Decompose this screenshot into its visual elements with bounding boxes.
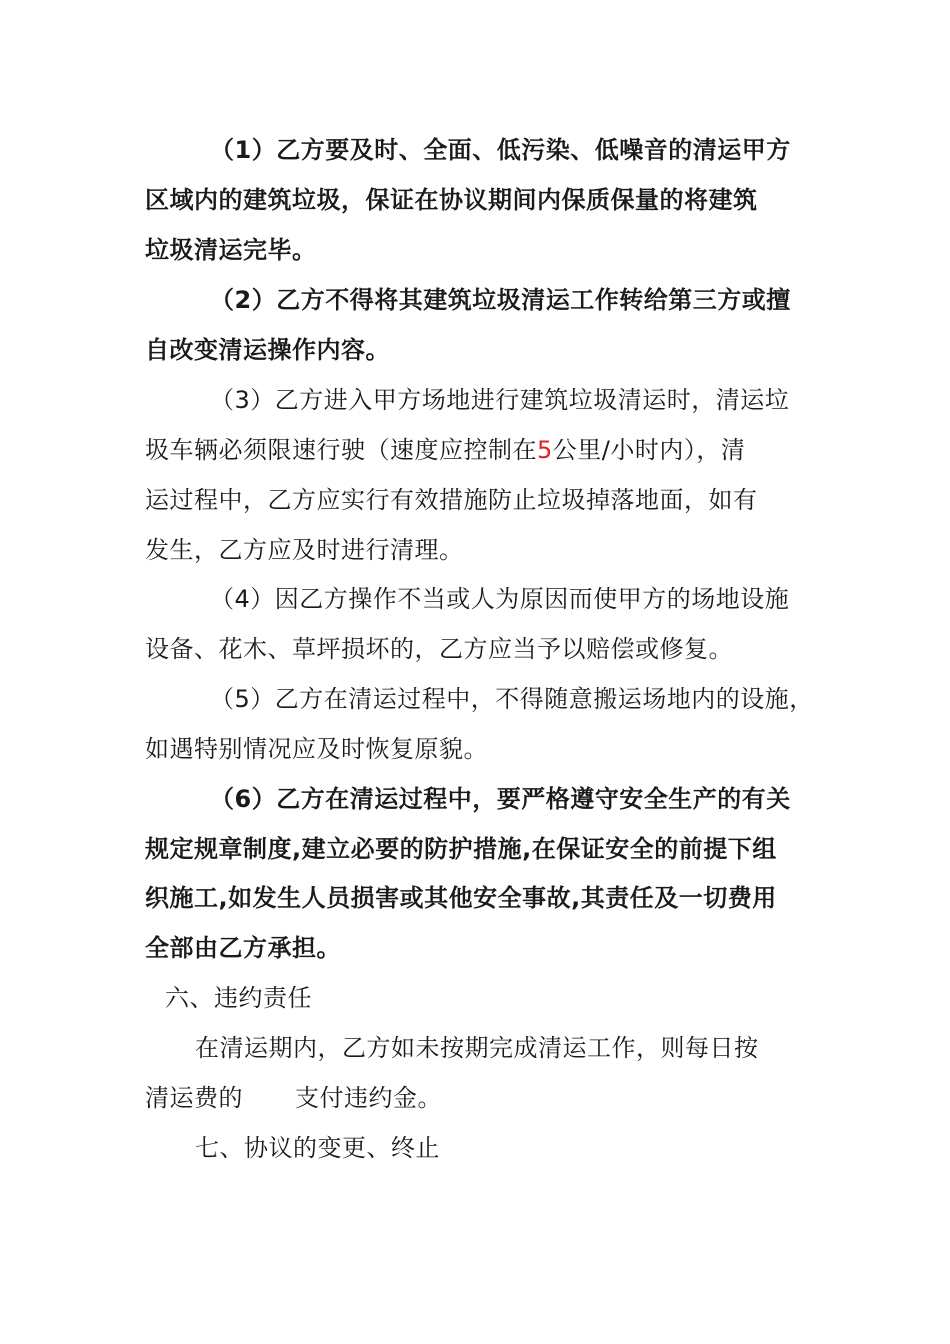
clause-2-line-2: 自改变清运操作内容。 [145,336,390,364]
section-6-line-2-part-b: 支付违约金。 [295,1084,442,1112]
clause-1-line-1: （1）乙方要及时、全面、低污染、低噪音的清运甲方 [210,136,791,164]
speed-limit-value: 5 [537,436,553,464]
clause-4-line-1: （4）因乙方操作不当或人为原因而使甲方的场地设施 [210,585,790,613]
clause-6-line-3: 织施工,如发生人员损害或其他安全事故,其责任及一切费用 [145,884,777,912]
section-6-line-1: 在清运期内，乙方如未按期完成清运工作，则每日按 [195,1034,759,1062]
clause-4-line-2: 设备、花木、草坪损坏的，乙方应当予以赔偿或修复。 [145,635,733,663]
clause-3-line-3: 运过程中，乙方应实行有效措施防止垃圾掉落地面，如有 [145,486,758,514]
section-6-heading: 六、违约责任 [165,984,312,1012]
clause-5-line-1: （5）乙方在清运过程中，不得随意搬运场地内的设施， [210,685,814,713]
section-6-line-2 [145,1082,442,1114]
clause-2-line-1: （2）乙方不得将其建筑垃圾清运工作转给第三方或擅 [210,286,791,314]
section-7-heading: 七、协议的变更、终止 [195,1134,440,1162]
clause-3-line-4: 发生，乙方应及时进行清理。 [145,536,464,564]
clause-3-line-1: （3）乙方进入甲方场地进行建筑垃圾清运时，清运垃 [210,386,790,414]
clause-6-line-4: 全部由乙方承担。 [145,934,341,962]
section-6-line-2-part-a: 清运费的 [145,1084,243,1112]
clause-1-line-3: 垃圾清运完毕。 [145,236,317,264]
clause-6-line-2: 规定规章制度,建立必要的防护措施,在保证安全的前提下组 [145,835,777,863]
clause-5-line-2: 如遇特别情况应及时恢复原貌。 [145,735,488,763]
clause-3-line-2 [145,434,745,466]
clause-6-line-1: （6）乙方在清运过程中，要严格遵守安全生产的有关 [210,785,791,813]
clause-1-line-2: 区域内的建筑垃圾，保证在协议期间内保质保量的将建筑 [145,186,758,214]
clause-3-line-2-part-a: 圾车辆必须限速行驶（速度应控制在 [145,436,537,464]
clause-3-line-2-part-b: 公里/小时内），清 [552,436,746,464]
